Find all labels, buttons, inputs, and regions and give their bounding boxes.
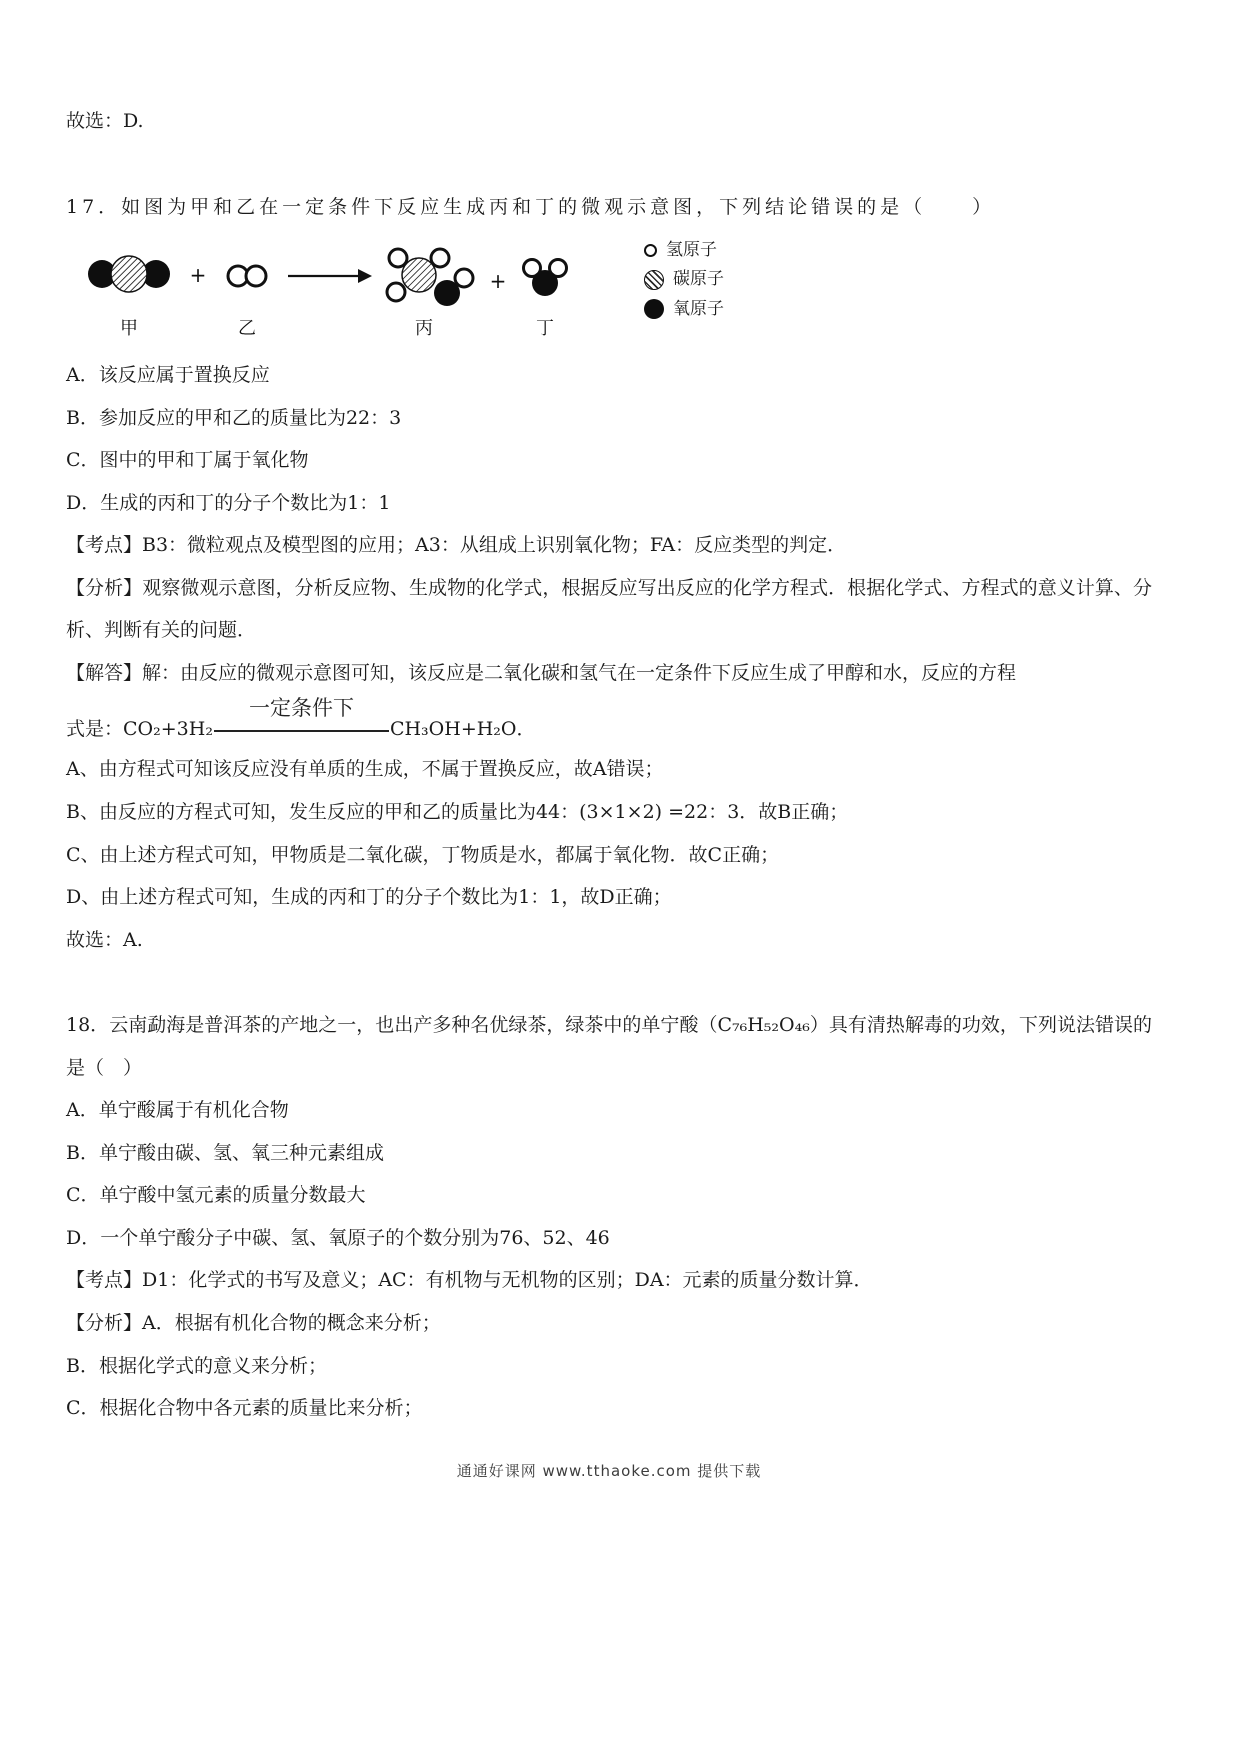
legend-carbon-label: 碳原子	[673, 269, 724, 290]
legend-carbon	[644, 269, 724, 289]
reaction-scheme-graphic	[66, 238, 586, 342]
q18-option-c: C．单宁酸中氢元素的质量分数最大	[66, 1184, 366, 1207]
reaction-diagram	[66, 238, 1152, 342]
hydrogen-atom-icon	[644, 244, 657, 257]
q17-explanation-c: C、由上述方程式可知，甲物质是二氧化碳，丁物质是水，都属于氧化物．故C正确；	[66, 843, 780, 866]
molecule-yi-h2	[228, 266, 266, 286]
q17-exam-points: 【考点】B3：微粒观点及模型图的应用；A3：从组成上识别氧化物；FA：反应类型的判定．	[66, 534, 847, 557]
equation-condition-line	[214, 696, 389, 732]
q17-explanation-b: B、由反应的方程式可知，发生反应的甲和乙的质量比为44：(3×1×2) =22：3．故B正确；	[66, 801, 849, 824]
molecule-ding-h2o	[524, 260, 567, 297]
label-jia: 甲	[120, 318, 138, 340]
spacer	[66, 143, 1152, 186]
legend-oxygen	[644, 299, 724, 319]
equation-condition-text: 一定条件下	[248, 696, 354, 721]
equation-left-side: CO₂+3H₂	[123, 718, 213, 741]
atom-legend	[644, 240, 724, 319]
q18-analysis-c: C．根据化合物中各元素的质量比来分析；	[66, 1397, 423, 1420]
q18-option-a: A．单宁酸属于有机化合物	[66, 1099, 289, 1122]
reaction-arrow-icon	[288, 269, 372, 283]
molecule-jia-co2	[88, 256, 170, 292]
q17-explanation-d: D、由上述方程式可知，生成的丙和丁的分子个数比为1：1，故D正确；	[66, 886, 672, 909]
q17-explanation-a: A、由方程式可知该反应没有单质的生成，不属于置换反应，故A错误；	[66, 758, 664, 781]
q18-analysis-a: 【分析】A．根据有机化合物的概念来分析；	[66, 1312, 441, 1335]
q17-option-d: D．生成的丙和丁的分子个数比为1：1	[66, 491, 391, 514]
label-yi: 乙	[238, 318, 256, 340]
label-ding: 丁	[536, 318, 554, 340]
q17-option-a: A．该反应属于置换反应	[66, 364, 270, 387]
q17-answer-line: 故选：A.	[66, 928, 143, 951]
plus-icon: +	[489, 269, 507, 294]
question-17-stem: 17．如图为甲和乙在一定条件下反应生成丙和丁的微观示意图，下列结论错误的是（ ）	[66, 195, 996, 218]
legend-hydrogen-label: 氢原子	[666, 240, 717, 261]
q17-analysis: 【分析】观察微观示意图，分析反应物、生成物的化学式，根据反应写出反应的化学方程式．根据化学式、方程式的意义计算、分析、判断有关的问题．	[66, 576, 1152, 642]
q17-solution-intro: 【解答】解：由反应的微观示意图可知，该反应是二氧化碳和氢气在一定条件下反应生成了甲醇和水，反应的方程	[66, 661, 1017, 684]
q18-exam-points: 【考点】D1：化学式的书写及意义；AC：有机物与无机物的区别；DA：元素的质量分数计算．	[66, 1269, 873, 1292]
legend-hydrogen	[644, 240, 724, 260]
carbon-atom-icon	[644, 270, 664, 290]
q17-option-c: C．图中的甲和丁属于氧化物	[66, 449, 309, 472]
equation-right-side: CH₃OH+H₂O．	[389, 718, 536, 741]
spacer	[66, 961, 1152, 1004]
site-watermark: 通通好课网 www.tthaoke.com 提供下载	[456, 1461, 762, 1480]
previous-answer-line: 故选：D.	[66, 110, 144, 132]
q18-option-b: B．单宁酸由碳、氢、氧三种元素组成	[66, 1141, 384, 1164]
oxygen-atom-icon	[644, 299, 664, 319]
q18-option-d: D．一个单宁酸分子中碳、氢、氧原子的个数分别为76、52、46	[66, 1226, 610, 1249]
molecule-bing-ch3oh	[387, 249, 473, 306]
q18-analysis-b: B．根据化学式的意义来分析；	[66, 1354, 327, 1377]
question-18-stem: 18．云南勐海是普洱茶的产地之一，也出产多种名优绿茶，绿茶中的单宁酸（C₇₆H₅₂O₄₆）具有清热解毒的功效，下列说法错误的是（ ）	[66, 1014, 1152, 1079]
legend-oxygen-label: 氧原子	[673, 298, 724, 319]
equation-prefix: 式是：	[66, 718, 124, 741]
q17-option-b: B．参加反应的甲和乙的质量比为22：3	[66, 406, 402, 429]
label-bing: 丙	[415, 318, 433, 340]
plus-icon: +	[189, 263, 207, 288]
chemical-equation	[66, 694, 1152, 748]
